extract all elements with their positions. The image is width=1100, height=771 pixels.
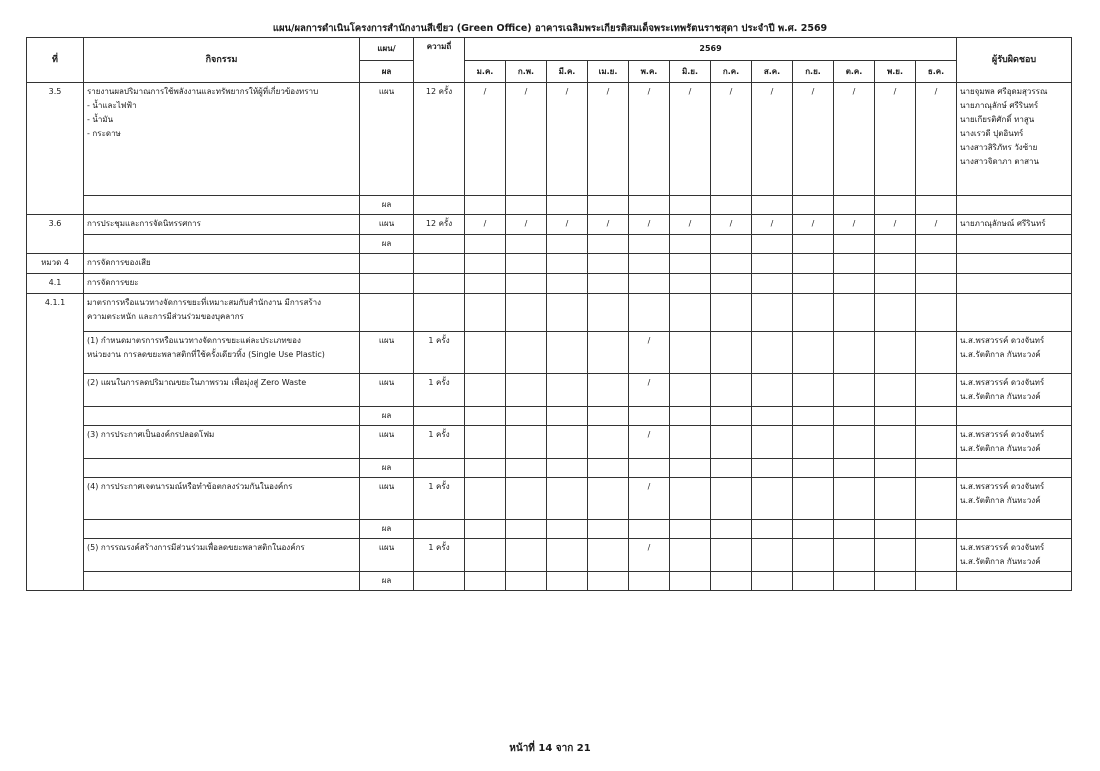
activity-line: - น้ำและไฟฟ้า: [87, 101, 137, 110]
row-number: 3.5: [27, 83, 84, 215]
month-cell: [547, 274, 588, 294]
month-cell: [588, 478, 629, 520]
frequency-cell: 1 ครั้ง: [414, 539, 465, 572]
month-cell: [547, 254, 588, 274]
header-plan-result-2: ผล: [360, 61, 414, 83]
month-cell: [875, 332, 916, 374]
month-cell: [916, 539, 957, 572]
activity-cell: [84, 332, 360, 374]
month-mark: /: [916, 83, 957, 196]
activity-cell: [84, 572, 360, 591]
activity-cell: (5) การรณรงค์สร้างการมีส่วนร่วมเพื่อลดขยะพลาสติกในองค์กร: [84, 539, 360, 572]
frequency-cell: 12 ครั้ง: [414, 215, 465, 235]
responsible-cell: [957, 332, 1072, 374]
responsible-name: น.ส.รัตติกาล กันทะวงค์: [960, 557, 1041, 566]
month-cell: [547, 539, 588, 572]
responsible-cell: [957, 426, 1072, 459]
month-cell: [670, 407, 711, 426]
month-cell: [465, 196, 506, 215]
month-cell: [834, 332, 875, 374]
month-mark: /: [711, 83, 752, 196]
month-cell: [465, 407, 506, 426]
result-label: ผล: [360, 459, 414, 478]
month-cell: [670, 332, 711, 374]
month-cell: [547, 426, 588, 459]
month-cell: [629, 407, 670, 426]
month-cell: [629, 274, 670, 294]
month-mark: /: [629, 539, 670, 572]
month-cell: [916, 374, 957, 407]
month-cell: [752, 520, 793, 539]
header-responsible: ผู้รับผิดชอบ: [957, 38, 1072, 83]
month-cell: [670, 426, 711, 459]
responsible-cell: [957, 572, 1072, 591]
month-cell: [875, 520, 916, 539]
category-number: หมวด 4: [27, 254, 84, 274]
month-cell: [916, 520, 957, 539]
month-cell: [711, 407, 752, 426]
month-cell: [547, 196, 588, 215]
month-cell: [752, 254, 793, 274]
responsible-name: น.ส.พรสวรรค์ ดวงจันทร์: [960, 378, 1045, 387]
month-cell: [793, 235, 834, 254]
month-cell: [793, 520, 834, 539]
header-month: พ.ค.: [629, 61, 670, 83]
month-cell: [793, 294, 834, 332]
frequency-cell: 1 ครั้ง: [414, 426, 465, 459]
month-mark: /: [916, 215, 957, 235]
month-cell: [834, 459, 875, 478]
responsible-name: น.ส.รัตติกาล กันทะวงค์: [960, 444, 1041, 453]
month-cell: [752, 459, 793, 478]
month-cell: [834, 274, 875, 294]
responsible-cell: นายภาณุลักษณ์ ศรีรินทร์: [957, 215, 1072, 235]
month-mark: /: [465, 83, 506, 196]
month-cell: [793, 374, 834, 407]
header-year: 2569: [465, 38, 957, 61]
responsible-cell: [957, 520, 1072, 539]
month-cell: [793, 539, 834, 572]
month-mark: /: [547, 215, 588, 235]
activity-line: หน่วยงาน การลดขยะพลาสติกที่ใช้ครั้งเดียวทิ้ง (Single Use Plastic): [87, 350, 325, 359]
month-cell: [752, 478, 793, 520]
header-month: มี.ค.: [547, 61, 588, 83]
responsible-cell: [957, 407, 1072, 426]
month-cell: [875, 235, 916, 254]
month-mark: /: [711, 215, 752, 235]
month-cell: [629, 294, 670, 332]
month-mark: /: [506, 215, 547, 235]
month-cell: [711, 254, 752, 274]
month-mark: /: [629, 426, 670, 459]
responsible-name: น.ส.พรสวรรค์ ดวงจันทร์: [960, 336, 1045, 345]
month-cell: [670, 459, 711, 478]
header-month: ส.ค.: [752, 61, 793, 83]
responsible-cell: [957, 196, 1072, 215]
month-cell: [711, 426, 752, 459]
month-cell: [793, 426, 834, 459]
result-label: ผล: [360, 520, 414, 539]
month-cell: [834, 520, 875, 539]
month-mark: /: [547, 83, 588, 196]
month-cell: [670, 572, 711, 591]
month-cell: [588, 332, 629, 374]
activity-cell: [84, 294, 360, 332]
month-cell: [711, 572, 752, 591]
responsible-name: น.ส.รัตติกาล กันทะวงค์: [960, 496, 1041, 505]
month-cell: [916, 235, 957, 254]
month-cell: [588, 426, 629, 459]
month-cell: [629, 235, 670, 254]
month-cell: [670, 478, 711, 520]
month-cell: [752, 235, 793, 254]
month-cell: [670, 539, 711, 572]
result-label: ผล: [360, 572, 414, 591]
month-cell: [916, 274, 957, 294]
month-cell: [465, 235, 506, 254]
month-cell: [465, 520, 506, 539]
activity-cell: (4) การประกาศเจตนารมณ์หรือทำข้อตกลงร่วมกันในองค์กร: [84, 478, 360, 520]
month-cell: [588, 235, 629, 254]
month-cell: [629, 572, 670, 591]
month-cell: [670, 274, 711, 294]
month-cell: [670, 294, 711, 332]
month-cell: [465, 332, 506, 374]
month-cell: [793, 478, 834, 520]
header-month: ก.ค.: [711, 61, 752, 83]
header-no: ที่: [27, 38, 84, 83]
month-mark: /: [506, 83, 547, 196]
month-cell: [752, 572, 793, 591]
activity-line: - น้ำมัน: [87, 115, 114, 124]
month-mark: /: [629, 83, 670, 196]
month-cell: [752, 294, 793, 332]
month-cell: [588, 572, 629, 591]
month-cell: [875, 426, 916, 459]
month-cell: [916, 196, 957, 215]
month-cell: [547, 478, 588, 520]
month-cell: [465, 539, 506, 572]
month-cell: [875, 572, 916, 591]
month-cell: [834, 294, 875, 332]
month-cell: [588, 374, 629, 407]
month-cell: [752, 426, 793, 459]
plan-label: แผน: [360, 426, 414, 459]
month-cell: [506, 274, 547, 294]
activity-line: มาตรการหรือแนวทางจัดการขยะที่เหมาะสมกับสำนักงาน มีการสร้าง: [87, 298, 322, 307]
month-cell: [465, 478, 506, 520]
month-cell: [711, 196, 752, 215]
month-cell: [916, 254, 957, 274]
month-cell: [916, 572, 957, 591]
month-cell: [629, 196, 670, 215]
month-cell: [793, 332, 834, 374]
month-cell: [547, 235, 588, 254]
result-label: ผล: [360, 196, 414, 215]
frequency-cell: 1 ครั้ง: [414, 374, 465, 407]
month-cell: [752, 374, 793, 407]
month-cell: [752, 332, 793, 374]
month-cell: [875, 407, 916, 426]
month-cell: [875, 254, 916, 274]
responsible-cell: [957, 459, 1072, 478]
header-month: ธ.ค.: [916, 61, 957, 83]
month-cell: [752, 407, 793, 426]
month-cell: [793, 254, 834, 274]
month-cell: [793, 274, 834, 294]
month-cell: [506, 407, 547, 426]
month-cell: [506, 374, 547, 407]
responsible-name: น.ส.พรสวรรค์ ดวงจันทร์: [960, 430, 1045, 439]
responsible-cell: [957, 83, 1072, 196]
header-month: ม.ค.: [465, 61, 506, 83]
month-cell: [588, 520, 629, 539]
month-cell: [588, 539, 629, 572]
month-cell: [793, 459, 834, 478]
month-mark: /: [670, 83, 711, 196]
month-cell: [875, 196, 916, 215]
month-cell: [875, 539, 916, 572]
month-cell: [506, 332, 547, 374]
responsible-name: น.ส.รัตติกาล กันทะวงค์: [960, 392, 1041, 401]
month-cell: [875, 274, 916, 294]
month-cell: [875, 294, 916, 332]
header-month: พ.ย.: [875, 61, 916, 83]
month-cell: [793, 407, 834, 426]
month-mark: /: [752, 83, 793, 196]
month-cell: [506, 196, 547, 215]
activity-cell: การประชุมและการจัดนิทรรศการ: [84, 215, 360, 235]
month-mark: /: [834, 215, 875, 235]
month-cell: [670, 254, 711, 274]
month-cell: [711, 539, 752, 572]
category-title: การจัดการของเสีย: [84, 254, 360, 274]
month-cell: [711, 332, 752, 374]
activity-cell: [84, 459, 360, 478]
plan-label: แผน: [360, 215, 414, 235]
activity-cell: [84, 83, 360, 196]
month-cell: [588, 459, 629, 478]
responsible-cell: [957, 539, 1072, 572]
month-cell: [547, 459, 588, 478]
month-cell: [506, 426, 547, 459]
frequency-cell: 12 ครั้ง: [414, 83, 465, 196]
month-cell: [547, 374, 588, 407]
plan-label: แผน: [360, 374, 414, 407]
month-mark: /: [465, 215, 506, 235]
responsible-name: นายเกียรติศักดิ์ ทาสูน: [960, 115, 1035, 124]
month-mark: /: [629, 374, 670, 407]
month-cell: [711, 478, 752, 520]
responsible-cell: [957, 478, 1072, 520]
row-number: 3.6: [27, 215, 84, 254]
month-cell: [547, 407, 588, 426]
month-mark: /: [629, 332, 670, 374]
document-title: แผน/ผลการดำเนินโครงการสำนักงานสีเขียว (Green Office) อาคารเฉลิมพระเกียรติสมเด็จพระเทพรัตนราชสุดา ประจำปี พ.ศ. 2569: [272, 23, 828, 34]
month-cell: [834, 407, 875, 426]
month-cell: [506, 539, 547, 572]
month-mark: /: [670, 215, 711, 235]
month-cell: [916, 459, 957, 478]
plan-label: แผน: [360, 332, 414, 374]
header-month: ก.ย.: [793, 61, 834, 83]
row-number: 4.1: [27, 274, 84, 294]
month-cell: [629, 459, 670, 478]
month-cell: [588, 294, 629, 332]
month-cell: [547, 294, 588, 332]
month-cell: [875, 459, 916, 478]
plan-label: แผน: [360, 539, 414, 572]
month-mark: /: [588, 83, 629, 196]
responsible-name: น.ส.รัตติกาล กันทะวงค์: [960, 350, 1041, 359]
month-cell: [465, 374, 506, 407]
month-cell: [916, 426, 957, 459]
month-cell: [711, 235, 752, 254]
result-label: ผล: [360, 235, 414, 254]
activity-cell: (3) การประกาศเป็นองค์กรปลอดโฟม: [84, 426, 360, 459]
month-cell: [875, 374, 916, 407]
header-month: มิ.ย.: [670, 61, 711, 83]
responsible-name: น.ส.พรสวรรค์ ดวงจันทร์: [960, 482, 1045, 491]
month-cell: [834, 539, 875, 572]
month-cell: [506, 254, 547, 274]
month-cell: [465, 254, 506, 274]
header-month: ก.พ.: [506, 61, 547, 83]
activity-cell: [84, 407, 360, 426]
month-mark: /: [629, 215, 670, 235]
month-cell: [547, 520, 588, 539]
month-cell: [629, 254, 670, 274]
month-cell: [506, 520, 547, 539]
month-cell: [506, 572, 547, 591]
activity-cell: [84, 196, 360, 215]
responsible-name: นางสาวจิดาภา ตาสาน: [960, 157, 1039, 166]
month-cell: [752, 274, 793, 294]
month-cell: [793, 572, 834, 591]
month-cell: [875, 478, 916, 520]
activity-line: รายงานผลปริมาณการใช้พลังงานและทรัพยากรให้ผู้ที่เกี่ยวข้องทราบ: [87, 87, 319, 96]
month-cell: [588, 254, 629, 274]
plan-table: [26, 37, 1072, 591]
month-mark: /: [629, 478, 670, 520]
month-cell: [711, 274, 752, 294]
frequency-cell: 1 ครั้ง: [414, 478, 465, 520]
activity-line: (1) กำหนดมาตรการหรือแนวทางจัดการขยะแต่ละประเภทของ: [87, 336, 301, 345]
responsible-name: นายภาณุลักษ์ ศรีรินทร์: [960, 101, 1039, 110]
month-cell: [465, 294, 506, 332]
row-number: 4.1.1: [27, 294, 84, 591]
month-cell: [834, 254, 875, 274]
month-cell: [834, 426, 875, 459]
activity-line: ความตระหนัก และการมีส่วนร่วมของบุคลากร: [87, 312, 244, 321]
month-cell: [793, 196, 834, 215]
month-cell: [711, 520, 752, 539]
responsible-cell: [957, 374, 1072, 407]
month-cell: [711, 294, 752, 332]
month-cell: [588, 407, 629, 426]
activity-cell: [84, 235, 360, 254]
month-cell: [916, 407, 957, 426]
month-cell: [916, 332, 957, 374]
month-cell: [465, 572, 506, 591]
month-cell: [834, 374, 875, 407]
month-cell: [465, 274, 506, 294]
month-cell: [588, 274, 629, 294]
month-mark: /: [588, 215, 629, 235]
header-frequency: ความถี่: [414, 38, 465, 83]
month-cell: [711, 374, 752, 407]
month-cell: [506, 459, 547, 478]
month-cell: [547, 332, 588, 374]
month-cell: [834, 235, 875, 254]
header-plan-result: แผน/: [360, 38, 414, 61]
month-cell: [506, 294, 547, 332]
page-number: หน้าที่ 14 จาก 21: [509, 743, 591, 754]
month-mark: /: [875, 215, 916, 235]
activity-cell: (2) แผนในการลดปริมาณขยะในภาพรวม เพื่อมุ่งสู่ Zero Waste: [84, 374, 360, 407]
responsible-name: น.ส.พรสวรรค์ ดวงจันทร์: [960, 543, 1045, 552]
month-cell: [670, 374, 711, 407]
header-month: เม.ย.: [588, 61, 629, 83]
month-cell: [916, 294, 957, 332]
month-cell: [752, 539, 793, 572]
header-activity: กิจกรรม: [84, 38, 360, 83]
month-mark: /: [834, 83, 875, 196]
month-cell: [465, 459, 506, 478]
responsible-name: นางสาวสิริภัทร วังซ้าย: [960, 143, 1038, 152]
result-label: ผล: [360, 407, 414, 426]
month-cell: [711, 459, 752, 478]
frequency-cell: 1 ครั้ง: [414, 332, 465, 374]
month-cell: [670, 235, 711, 254]
month-cell: [752, 196, 793, 215]
activity-cell: [84, 520, 360, 539]
month-cell: [588, 196, 629, 215]
plan-label: แผน: [360, 478, 414, 520]
month-cell: [506, 478, 547, 520]
month-cell: [506, 235, 547, 254]
plan-label: แผน: [360, 83, 414, 196]
month-mark: /: [793, 83, 834, 196]
month-cell: [834, 478, 875, 520]
responsible-name: นายจุมพล ศรีอุดมสุวรรณ: [960, 87, 1048, 96]
header-month: ต.ค.: [834, 61, 875, 83]
month-cell: [629, 520, 670, 539]
month-mark: /: [793, 215, 834, 235]
month-cell: [834, 572, 875, 591]
month-cell: [916, 478, 957, 520]
activity-line: - กระดาษ: [87, 129, 121, 138]
activity-cell: การจัดการขยะ: [84, 274, 360, 294]
month-cell: [670, 520, 711, 539]
responsible-cell: [957, 235, 1072, 254]
month-mark: /: [752, 215, 793, 235]
month-mark: /: [875, 83, 916, 196]
month-cell: [465, 426, 506, 459]
month-cell: [547, 572, 588, 591]
month-cell: [670, 196, 711, 215]
month-cell: [834, 196, 875, 215]
responsible-name: นางเรวดี ปุตอินทร์: [960, 129, 1024, 138]
